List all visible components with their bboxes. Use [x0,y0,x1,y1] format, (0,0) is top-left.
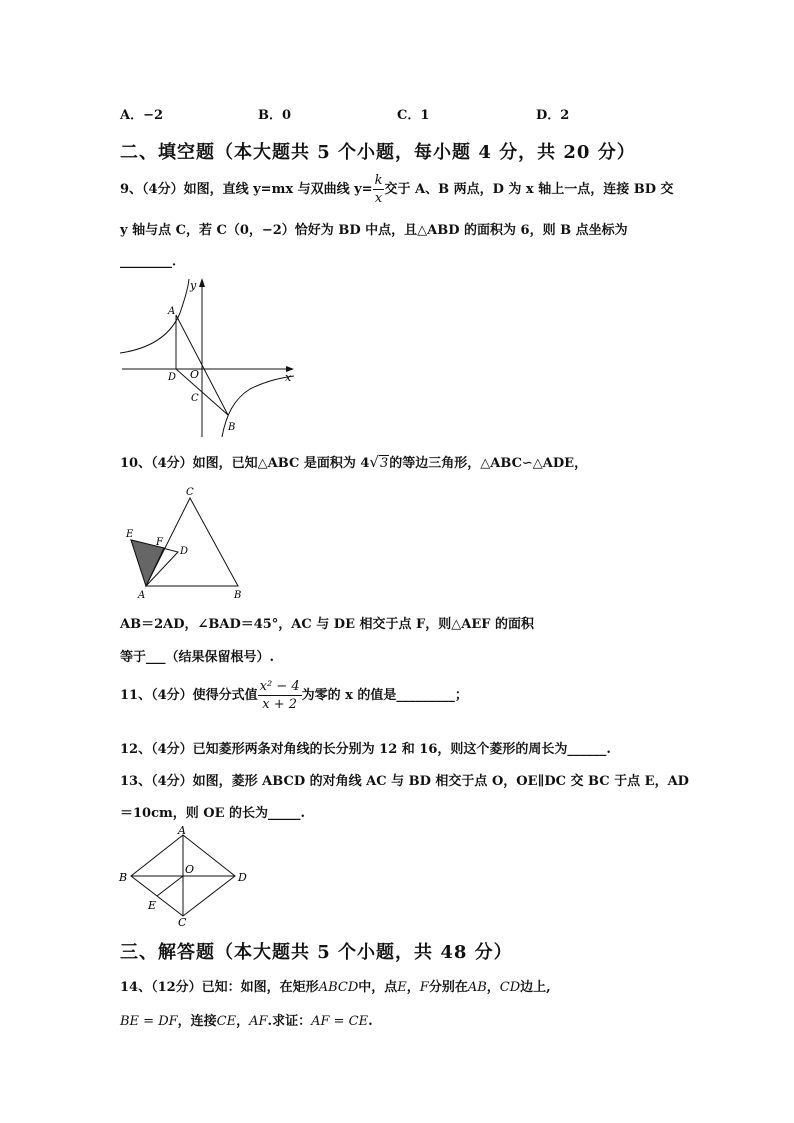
q11-suffix: 为零的 x 的值是_________； [301,688,468,703]
q14-prefix: 14、（12分）已知：如图，在矩形 [120,980,319,995]
q14-abcd: ABCD [318,980,359,995]
q14-cd: CD [499,980,521,995]
q13-label-o: O [185,863,195,876]
q14-t1: 中，点 [358,980,398,995]
section-2-heading: 二、填空题（本大题共 5 个小题，每小题 4 分，共 20 分） [120,142,636,163]
q10-sqrt-value: 3 [379,456,389,471]
q10-line2: AB＝2AD，∠BAD＝45°，AC 与 DE 相交于点 F，则△AEF 的面积 [120,617,535,632]
q11-line [120,680,468,711]
q14-line1 [120,976,551,995]
q10-label-d: D [180,546,189,557]
q14-t2: ， [406,980,420,995]
q14-ab: AB [467,980,487,995]
q13-segment-oe [157,876,183,896]
q13-line1: 13、（4分）如图，菱形 ABCD 的对角线 AC 与 BD 相交于点 O，OE∥DC 交 BC 于点 E，AD [120,774,689,789]
q14-f: F [419,980,429,995]
q9-label-x: x [285,371,292,384]
q9-blank: ________． [120,254,186,269]
q14-e: E [397,980,407,995]
q10-label-c: C [186,487,194,498]
q10-label-b: B [234,590,242,601]
q9-suffix: 交于 A、B 两点，D 为 x 轴上一点，连接 BD 交 [384,182,674,197]
q13-figure [118,825,258,928]
q10-label-f: F [156,537,163,548]
q14-ce: CE [216,1014,237,1029]
q9-hyperbola-left [120,279,189,353]
q11-fraction [258,680,302,711]
q9-line2: y 轴与点 C，若 C（0，−2）恰好为 BD 中点，且△ABD 的面积为 6，则 B 点坐标为 [120,223,628,238]
q10-prefix: 10、（4分）如图，已知△ABC 是面积为 4 [120,456,370,471]
q10-figure [118,482,258,602]
option-b: B．0 [258,108,292,123]
option-a: A．−2 [120,108,164,123]
q13-label-b: B [119,871,128,884]
q10-label-a: A [138,590,146,601]
q14-t8: .求证： [267,1014,312,1029]
option-d: D．2 [536,108,570,123]
q11-prefix: 11、（4分）使得分式值 [120,688,258,703]
q10-line3: 等于___（结果保留根号）. [120,650,275,665]
q14-t7: ， [236,1014,250,1029]
option-c: C．1 [397,108,430,123]
q10-suffix: 的等边三角形，△ABC∽△ADE， [389,456,588,471]
q9-label-a: A [168,306,176,317]
q9-frac-num: k [374,173,383,188]
q13-label-d: D [238,871,247,884]
q9-label-o: O [190,368,200,381]
q9-figure [118,275,298,440]
q14-t5: 边上, [520,980,551,995]
q14-af: AF [249,1014,268,1029]
q9-label-d: D [168,372,177,383]
q12-line: 12、（4分）已知菱形两条对角线的长分别为 12 和 16，则这个菱形的周长为______. [120,742,611,757]
q14-line2 [120,1010,373,1029]
section-3-heading: 三、解答题（本大题共 5 个小题，共 48 分） [120,942,513,963]
q9-frac-den: x [374,191,383,206]
q13-label-a: A [178,825,186,837]
q14-t4: ， [486,980,500,995]
q14-be-df: BE = DF [120,1014,178,1029]
q9-line1 [120,174,674,205]
q11-frac-num: x² − 4 [259,679,300,694]
q9-label-y: y [190,279,197,292]
q11-frac-den: x + 2 [262,697,298,712]
q13-line2: ＝10cm，则 OE 的长为_____. [120,806,306,821]
q14-t9: . [368,1014,373,1029]
q9-prefix: 9、（4分）如图，直线 y=mx 与双曲线 y= [120,182,373,197]
q14-t3: 分别在 [428,980,468,995]
q9-label-c: C [191,393,199,404]
q13-label-c: C [178,916,187,928]
q14-t6: ，连接 [177,1014,217,1029]
q10-sqrt-sign: √ [369,453,379,471]
q9-fraction [373,174,385,205]
q9-y-arrow [199,278,205,287]
q14-af-ce: AF = CE [311,1014,369,1029]
q9-label-b: B [228,422,236,433]
q13-label-e: E [148,899,157,912]
q10-line1 [120,452,587,471]
q10-label-e: E [126,529,134,540]
